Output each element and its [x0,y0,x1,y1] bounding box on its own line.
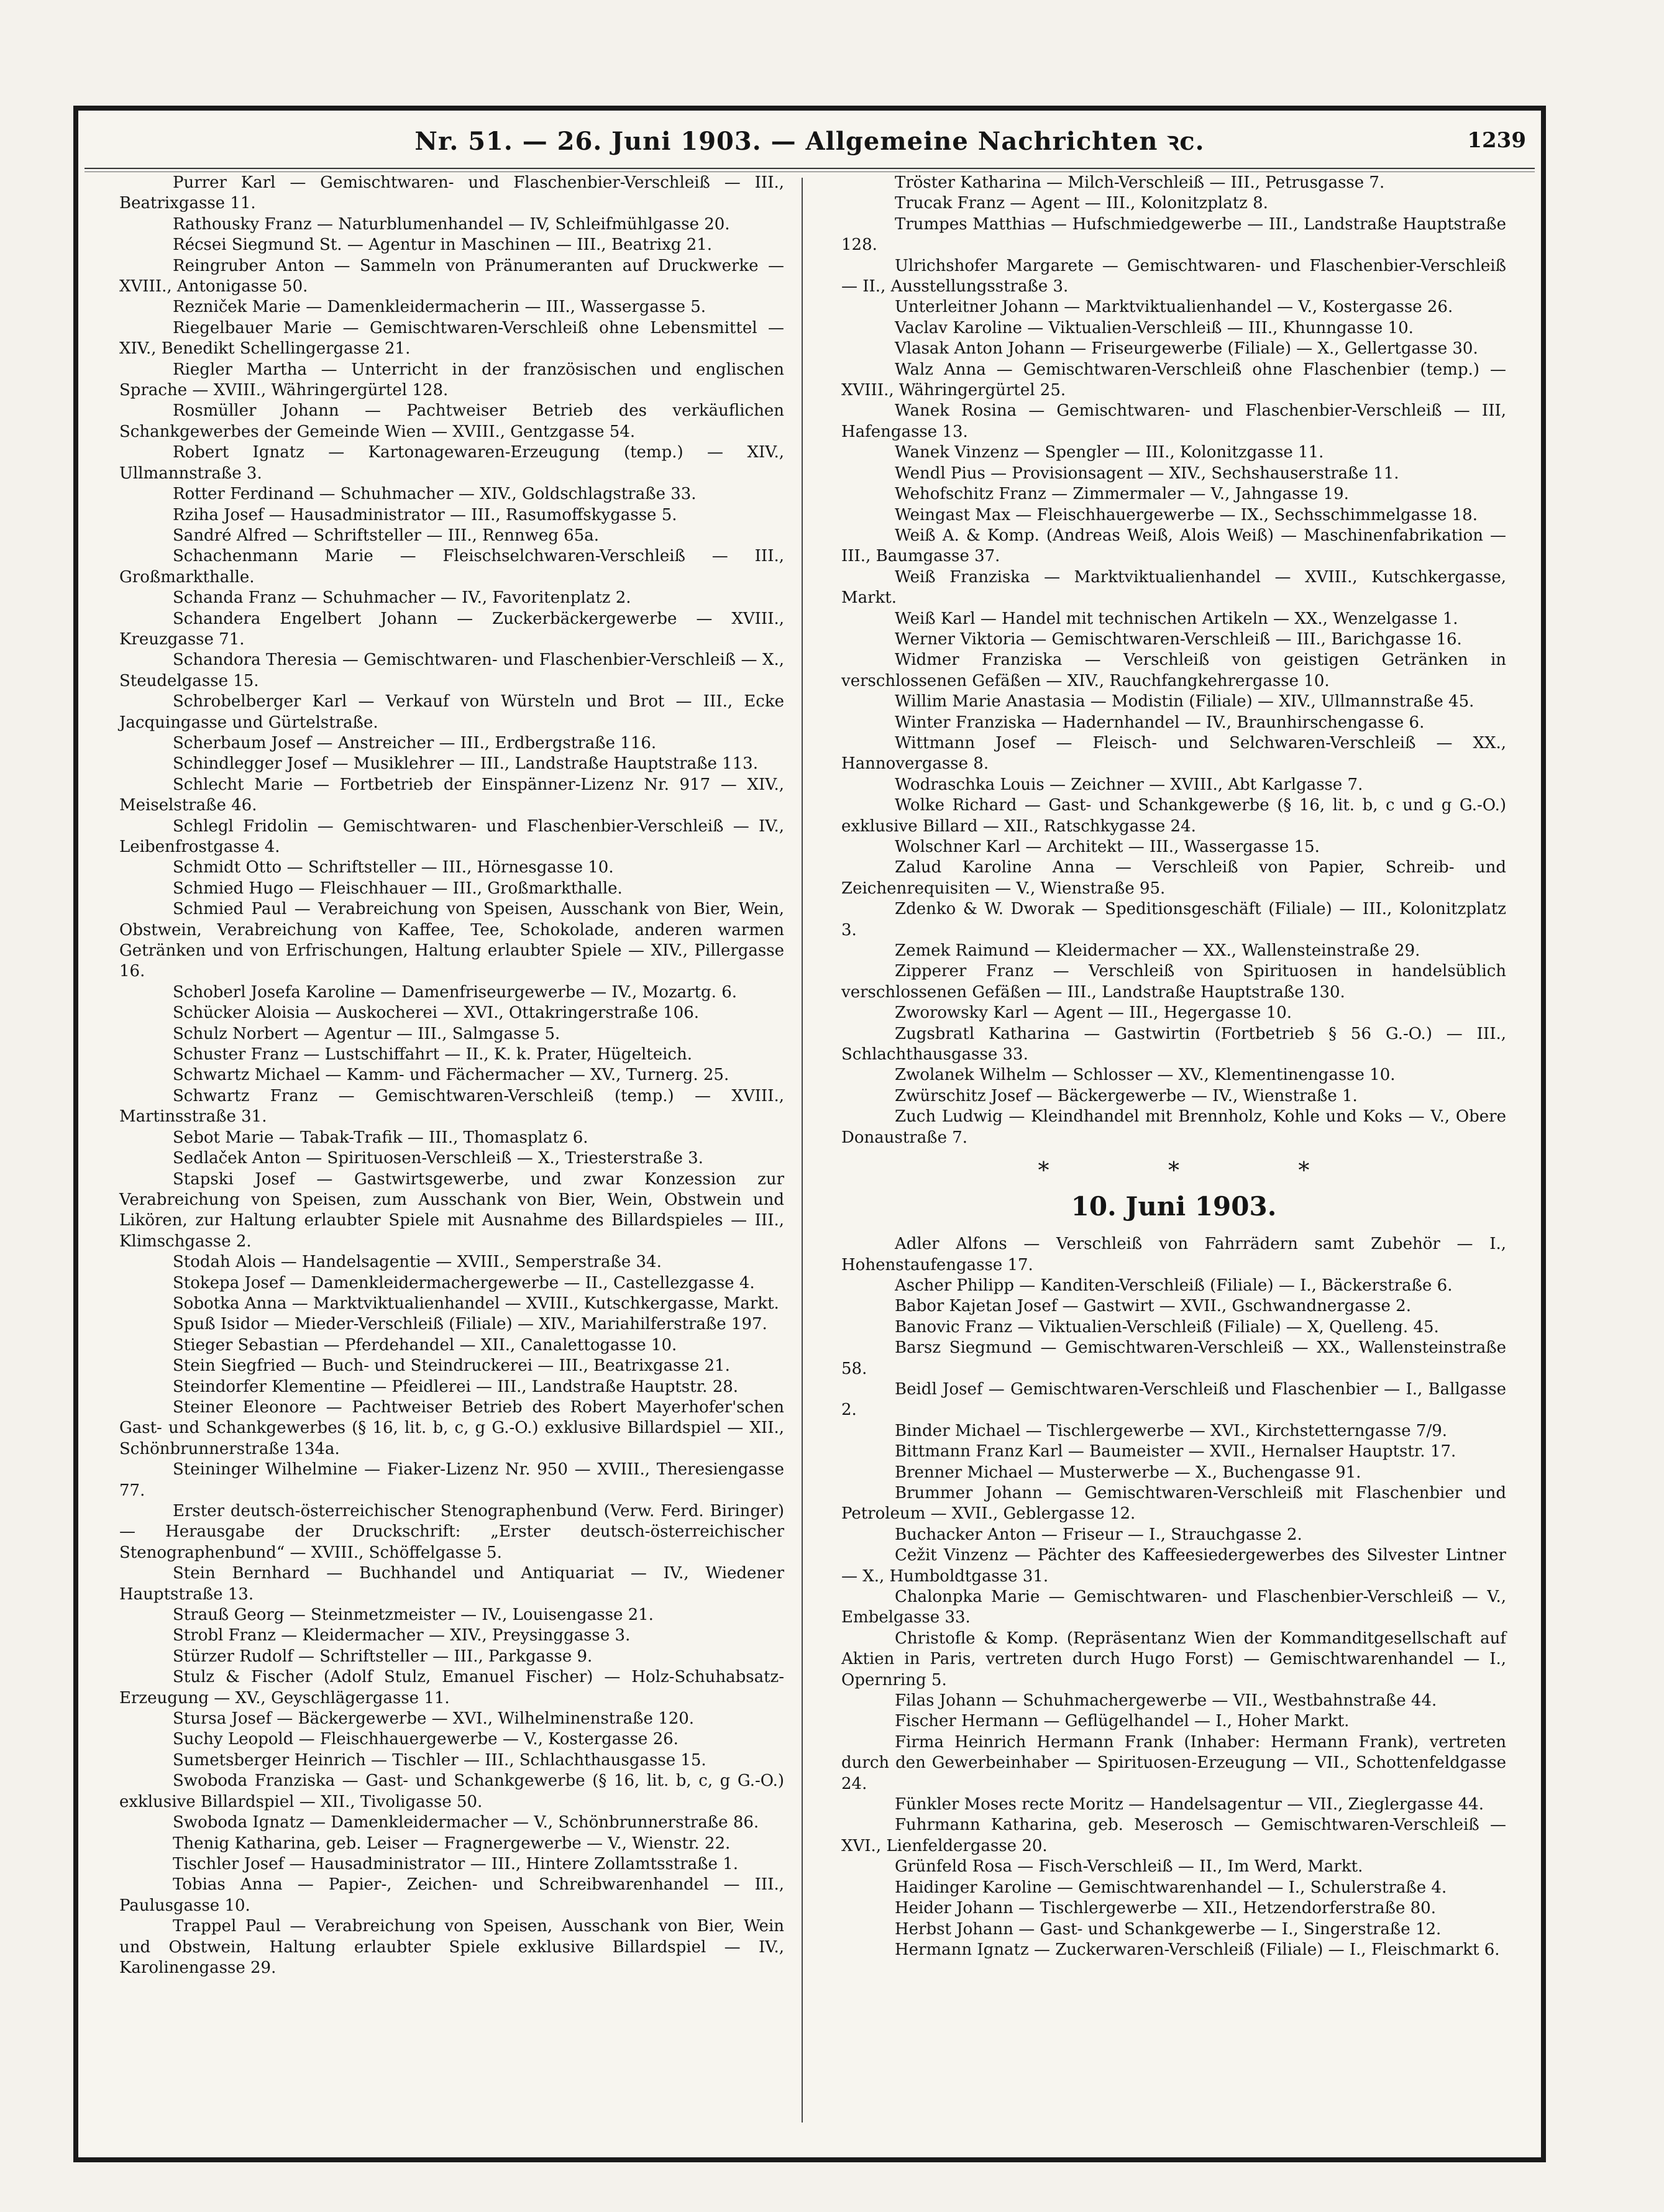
register-entry: Willim Marie Anastasia — Modistin (Filiale) — XIV., Ullmannstraße 45. [895,692,1474,711]
register-entry: Zdenko & W. Dworak — Speditionsgeschäft (Filiale) — III., Kolonitzplatz 3. [841,900,1506,939]
register-entry: Stein Bernhard — Buchhandel und Antiquariat — IV., Wiedener Hauptstraße 13. [119,1564,784,1604]
section-heading-date: 10. Juni 1903. [1071,1191,1277,1222]
register-entry: Widmer Franziska — Verschleiß von geistigen Getränken in verschlossenen Gefäßen — XIV., Rauchfangkehrergasse 10. [841,651,1506,690]
register-entry: Babor Kajetan Josef — Gastwirt — XVII., Gschwandnergasse 2. [895,1297,1411,1316]
register-entry: Herbst Johann — Gast- und Schankgewerbe — I., Singerstraße 12. [895,1919,1442,1939]
register-entry: Stokepa Josef — Damenkleidermachergewerbe — II., Castellezgasse 4. [173,1273,755,1292]
register-entry: Stodah Alois — Handelsagentie — XVIII., Semperstraße 34. [173,1253,662,1272]
register-entry: Filas Johann — Schuhmachergewerbe — VII., Westbahnstraße 44. [895,1691,1437,1711]
register-entry: Weiß Karl — Handel mit technischen Artikeln — XX., Wenzelgasse 1. [895,609,1458,628]
register-entry: Wehofschitz Franz — Zimmermaler — V., Jahngasse 19. [895,485,1349,504]
register-entry: Werner Viktoria — Gemischtwaren-Verschleiß — III., Barichgasse 16. [895,629,1462,649]
register-entry: Strobl Franz — Kleidermacher — XIV., Preysinggasse 3. [173,1626,631,1645]
register-entry: Rezniček Marie — Damenkleidermacherin — III., Wassergasse 5. [173,298,706,317]
register-entry: Wolschner Karl — Architekt — III., Wassergasse 15. [895,838,1320,856]
register-entry: Tröster Katharina — Milch-Verschleiß — III., Petrusgasse 7. [895,173,1385,192]
register-entry: Wendl Pius — Provisionsagent — XIV., Sechshauserstraße 11. [895,464,1399,483]
register-entry: Buchacker Anton — Friseur — I., Strauchgasse 2. [895,1525,1302,1544]
register-entry: Schwartz Franz — Gemischtwaren-Verschleiß (temp.) — XVIII., Martinsstraße 31. [119,1086,784,1127]
register-entry: Unterleitner Johann — Marktviktualienhandel — V., Kostergasse 26. [895,298,1453,317]
register-entry: Weingast Max — Fleischhauergewerbe — IX., Sechsschimmelgasse 18. [895,505,1478,524]
register-entry: Trucak Franz — Agent — III., Kolonitzplatz 8. [895,194,1268,213]
register-entry: Schuster Franz — Lustschiffahrt — II., K. k. Prater, Hügelteich. [173,1045,692,1064]
register-entry: Wanek Rosina — Gemischtwaren- und Flaschenbier-Verschleiß — III, Hafengasse 13. [841,401,1506,441]
register-entry: Wittmann Josef — Fleisch- und Selchwaren-Verschleiß — XX., Hannovergasse 8. [841,733,1506,774]
right-column [841,173,1506,1960]
register-entry: Schlecht Marie — Fortbetrieb der Einspänner-Lizenz Nr. 917 — XIV., Meiselstraße 46. [119,775,784,815]
register-entry: Bittmann Franz Karl — Baumeister — XVII., Hernalser Hauptstr. 17. [895,1442,1456,1461]
register-entry: Schanda Franz — Schuhmacher — IV., Favoritenplatz 2. [173,588,631,608]
gazette-page [73,106,1546,2162]
register-entry: Spuß Isidor — Mieder-Verschleiß (Filiale) — XIV., Mariahilferstraße 197. [173,1315,767,1334]
register-entry: Steiner Eleonore — Pachtweiser Betrieb des Robert Mayerhofer'schen Gast- und Schankgewerbes (§ 16, lit. b, c, g G.-O.) exklusive Billardspiel — XII., Schönbrunnerstraße 134a. [119,1397,784,1458]
register-entry: Sebot Marie — Tabak-Trafik — III., Thomasplatz 6. [173,1128,588,1147]
register-entry: Stursa Josef — Bäckergewerbe — XVI., Wilhelminenstraße 120. [173,1709,695,1729]
register-entry: Beidl Josef — Gemischtwaren-Verschleiß und Flaschenbier — I., Ballgasse 2. [841,1379,1506,1420]
register-entry: Tischler Josef — Hausadministrator — III., Hintere Zollamtsstraße 1. [173,1854,738,1873]
register-entry: Vlasak Anton Johann — Friseurgewerbe (Filiale) — X., Gellertgasse 30. [895,339,1478,359]
register-entry: Brummer Johann — Gemischtwaren-Verschleiß mit Flaschenbier und Petroleum — XVII., Geblergasse 12. [841,1483,1506,1524]
register-entry: Grünfeld Rosa — Fisch-Verschleiß — II., Im Werd, Markt. [895,1857,1363,1876]
register-entry: Stapski Josef — Gastwirtsgewerbe, und zwar Konzession zur Verabreichung von Speisen, zum Ausschank von Bier, Wein, Obstwein und Likören, zur Haltung erlaubter Spiele mit Ausnahme des Billardspieles — III., Klimschgasse 2. [119,1169,784,1251]
register-entry: Zwürschitz Josef — Bäckergewerbe — IV., Wienstraße 1. [895,1086,1358,1105]
register-entry: Hermann Ignatz — Zuckerwaren-Verschleiß (Filiale) — I., Fleischmarkt 6. [895,1940,1500,1959]
register-entry: Stürzer Rudolf — Schriftsteller — III., Parkgasse 9. [173,1647,593,1666]
register-entry: Suchy Leopold — Fleischhauergewerbe — V., Kostergasse 26. [173,1730,679,1749]
register-entry: Vaclav Karoline — Viktualien-Verschleiß — III., Khunngasse 10. [895,318,1414,337]
register-entry: Thenig Katharina, geb. Leiser — Fragnergewerbe — V., Wienstr. 22. [173,1834,731,1853]
section-separator: * * * [1038,1158,1366,1184]
register-entry: Riegler Martha — Unterricht in der französischen und englischen Sprache — XVIII., Währingergürtel 128. [119,360,784,400]
right-column-entries-bottom [841,1234,1506,1960]
register-entry: Wolke Richard — Gast- und Schankgewerbe (§ 16, lit. b, c und g G.-O.) exklusive Billard — XII., Ratschkygasse 24. [841,796,1506,836]
register-entry: Zworowsky Karl — Agent — III., Hegergasse 10. [895,1003,1292,1023]
register-entry: Zuch Ludwig — Kleindhandel mit Brennholz, Kohle und Koks — V., Obere Donaustraße 7. [841,1107,1506,1147]
register-entry: Strauß Georg — Steinmetzmeister — IV., Louisengasse 21. [173,1606,654,1625]
register-entry: Banovic Franz — Viktualien-Verschleiß (Filiale) — X, Quelleng. 45. [895,1317,1439,1337]
register-entry: Chalonpka Marie — Gemischtwaren- und Flaschenbier-Verschleiß — V., Embelgasse 33. [841,1588,1506,1627]
register-entry: Fuhrmann Katharina, geb. Meserosch — Gemischtwaren-Verschleiß — XVI., Lienfeldergasse 20. [841,1816,1506,1855]
register-entry: Christofle & Komp. (Repräsentanz Wien der Kommanditgesellschaft auf Aktien in Paris, vertreten durch Hugo Forst) — Gemischtwarenhandel — I., Opernring 5. [841,1629,1506,1689]
register-entry: Ulrichshofer Margarete — Gemischtwaren- und Flaschenbier-Verschleiß — II., Ausstellungsstraße 3. [841,256,1506,296]
register-entry: Riegelbauer Marie — Gemischtwaren-Verschleiß ohne Lebensmittel — XIV., Benedikt Schellingergasse 21. [119,318,784,359]
header-rule [85,168,1535,172]
register-entry: Schachenmann Marie — Fleischselchwaren-Verschleiß — III., Großmarkthalle. [119,547,784,587]
register-entry: Stein Siegfried — Buch- und Steindruckerei — III., Beatrixgasse 21. [173,1356,730,1376]
register-entry: Wodraschka Louis — Zeichner — XVIII., Abt Karlgasse 7. [895,775,1363,794]
register-entry: Sedlaček Anton — Spirituosen-Verschleiß — X., Triesterstraße 3. [173,1149,703,1168]
register-entry: Firma Heinrich Hermann Frank (Inhaber: Hermann Frank), vertreten durch den Gewerbeinhaber — Spirituosen-Erzeugung — VII., Schottenfeldgasse 24. [841,1732,1506,1793]
register-entry: Scherbaum Josef — Anstreicher — III., Erdbergstraße 116. [173,733,657,752]
register-entry: Schindlegger Josef — Musiklehrer — III., Landstraße Hauptstraße 113. [173,754,758,774]
register-entry: Récsei Siegmund St. — Agentur in Maschinen — III., Beatrixg 21. [173,235,713,255]
register-entry: Steindorfer Klementine — Pfeidlerei — III., Landstraße Hauptstr. 28. [173,1377,739,1396]
register-entry: Rathousky Franz — Naturblumenhandel — IV, Schleifmühlgasse 20. [173,214,730,234]
running-title: Nr. 51. — 26. Juni 1903. — Allgemeine Nachrichten ꝛc. [414,127,1205,156]
register-entry: Ascher Philipp — Kanditen-Verschleiß (Filiale) — I., Bäckerstraße 6. [895,1276,1453,1295]
register-entry: Adler Alfons — Verschleiß von Fahrrädern samt Zubehör — I., Hohenstaufengasse 17. [841,1235,1506,1274]
register-entry: Rotter Ferdinand — Schuhmacher — XIV., Goldschlagstraße 33. [173,485,697,504]
register-entry: Schmied Paul — Verabreichung von Speisen, Ausschank von Bier, Wein, Obstwein, Verabreichung von Kaffee, Tee, Schokolade, anderen warmen Getränken und von Erfrischungen, Haltung erlaubter Spiele — XIV., Pillergasse 16. [119,900,784,981]
register-entry: Sandré Alfred — Schriftsteller — III., Rennweg 65a. [173,526,600,545]
register-entry: Schandora Theresia — Gemischtwaren- und Flaschenbier-Verschleiß — X., Steudelgasse 15. [119,651,784,690]
register-entry: Robert Ignatz — Kartonagewaren-Erzeugung (temp.) — XIV., Ullmannstraße 3. [119,443,784,483]
register-entry: Zipperer Franz — Verschleiß von Spirituosen in handelsüblich verschlossenen Gefäßen — III., Landstraße Hauptstraße 130. [841,962,1506,1002]
register-entry: Schulz Norbert — Agentur — III., Salmgasse 5. [173,1024,560,1043]
register-entry: Brenner Michael — Musterwerbe — X., Buchengasse 91. [895,1463,1361,1482]
register-entry: Reingruber Anton — Sammeln von Pränumeranten auf Druckwerke — XVIII., Antonigasse 50. [119,256,784,296]
register-entry: Rosmüller Johann — Pachtweiser Betrieb des verkäuflichen Schankgewerbes der Gemeinde Wien — XVIII., Gentzgasse 54. [119,401,784,441]
right-column-entries-top [841,173,1506,1148]
register-entry: Walz Anna — Gemischtwaren-Verschleiß ohne Flaschenbier (temp.) — XVIII., Währingergürtel 25. [841,360,1506,400]
column-divider [802,178,803,2123]
register-entry: Fünkler Moses recte Moritz — Handelsagentur — VII., Zieglergasse 44. [895,1795,1484,1814]
register-entry: Schrobelberger Karl — Verkauf von Würsteln und Brot — III., Ecke Jacquingasse und Gürtelstraße. [119,692,784,732]
register-entry: Swoboda Ignatz — Damenkleidermacher — V., Schönbrunnerstraße 86. [173,1813,759,1832]
register-entry: Zugsbratl Katharina — Gastwirtin (Fortbetrieb § 56 G.-O.) — III., Schlachthausgasse 33. [841,1024,1506,1064]
register-entry: Weiß A. & Komp. (Andreas Weiß, Alois Weiß) — Maschinenfabrikation — III., Baumgasse 37. [841,526,1506,566]
register-entry: Tobias Anna — Papier-, Zeichen- und Schreibwarenhandel — III., Paulusgasse 10. [119,1875,784,1915]
register-entry: Steininger Wilhelmine — Fiaker-Lizenz Nr. 950 — XVIII., Theresiengasse 77. [119,1460,784,1500]
page-header [78,111,1541,182]
register-entry: Stieger Sebastian — Pferdehandel — XII., Canalettogasse 10. [173,1335,677,1355]
register-entry: Trumpes Matthias — Hufschmiedgewerbe — III., Landstraße Hauptstraße 128. [841,214,1506,255]
register-entry: Fischer Hermann — Geflügelhandel — I., Hoher Markt. [895,1712,1350,1731]
register-entry: Trappel Paul — Verabreichung von Speisen, Ausschank von Bier, Wein und Obstwein, Haltung erlaubter Spiele exklusive Billardspiel — IV., Karolinengasse 29. [119,1917,784,1977]
register-entry: Haidinger Karoline — Gemischtwarenhandel — I., Schulerstraße 4. [895,1878,1447,1897]
register-entry: Sumetsberger Heinrich — Tischler — III., Schlachthausgasse 15. [173,1750,706,1770]
register-entry: Schwartz Michael — Kamm- und Fächermacher — XV., Turnerg. 25. [173,1066,729,1085]
register-entry: Cežit Vinzenz — Pächter des Kaffeesiedergewerbes des Silvester Lintner — X., Humboldtgasse 31. [841,1546,1506,1586]
register-entry: Schmied Hugo — Fleischhauer — III., Großmarkthalle. [173,879,623,898]
register-entry: Zwolanek Wilhelm — Schlosser — XV., Klementinengasse 10. [895,1066,1396,1085]
register-entry: Erster deutsch-österreichischer Stenographenbund (Verw. Ferd. Biringer) — Herausgabe der Druckschrift: „Erster deutsch-österreichischer Stenographenbund“ — XVIII., Schöffelgasse 5. [119,1502,784,1562]
register-entry: Rziha Josef — Hausadministrator — III., Rasumoffskygasse 5. [173,505,677,524]
register-entry: Stulz & Fischer (Adolf Stulz, Emanuel Fischer) — Holz-Schuhabsatz-Erzeugung — XV., Geyschlägergasse 11. [119,1668,784,1707]
register-entry: Zalud Karoline Anna — Verschleiß von Papier, Schreib- und Zeichenrequisiten — V., Wienstraße 95. [841,858,1506,898]
register-entry: Winter Franziska — Hadernhandel — IV., Braunhirschengasse 6. [895,713,1425,732]
register-entry: Swoboda Franziska — Gast- und Schankgewerbe (§ 16, lit. b, c, g G.-O.) exklusive Billardspiel — XII., Tivoligasse 50. [119,1771,784,1811]
register-entry: Sobotka Anna — Marktviktualienhandel — XVIII., Kutschkergasse, Markt. [173,1294,779,1313]
register-entry: Schandera Engelbert Johann — Zuckerbäckergewerbe — XVIII., Kreuzgasse 71. [119,609,784,649]
page-number: 1239 [1467,128,1526,153]
register-entry: Binder Michael — Tischlergewerbe — XVI., Kirchstetterngasse 7/9. [895,1421,1448,1440]
register-entry: Purrer Karl — Gemischtwaren- und Flaschenbier-Verschleiß — III., Beatrixgasse 11. [119,173,784,213]
register-entry: Barsz Siegmund — Gemischtwaren-Verschleiß — XX., Wallensteinstraße 58. [841,1338,1506,1378]
register-entry: Weiß Franziska — Marktviktualienhandel — XVIII., Kutschkergasse, Markt. [841,567,1506,608]
register-entry: Schücker Aloisia — Auskocherei — XVI., Ottakringerstraße 106. [173,1003,700,1023]
register-entry: Schlegl Fridolin — Gemischtwaren- und Flaschenbier-Verschleiß — IV., Leibenfrostgasse 4. [119,816,784,856]
register-entry: Zemek Raimund — Kleidermacher — XX., Wallensteinstraße 29. [895,941,1420,961]
left-column [119,173,784,1978]
register-entry: Schmidt Otto — Schriftsteller — III., Hörnesgasse 10. [173,858,614,877]
register-entry: Heider Johann — Tischlergewerbe — XII., Hetzendorferstraße 80. [895,1899,1436,1918]
register-entry: Wanek Vinzenz — Spengler — III., Kolonitzgasse 11. [895,443,1324,462]
register-entry: Schoberl Josefa Karoline — Damenfriseurgewerbe — IV., Mozartg. 6. [173,982,737,1002]
